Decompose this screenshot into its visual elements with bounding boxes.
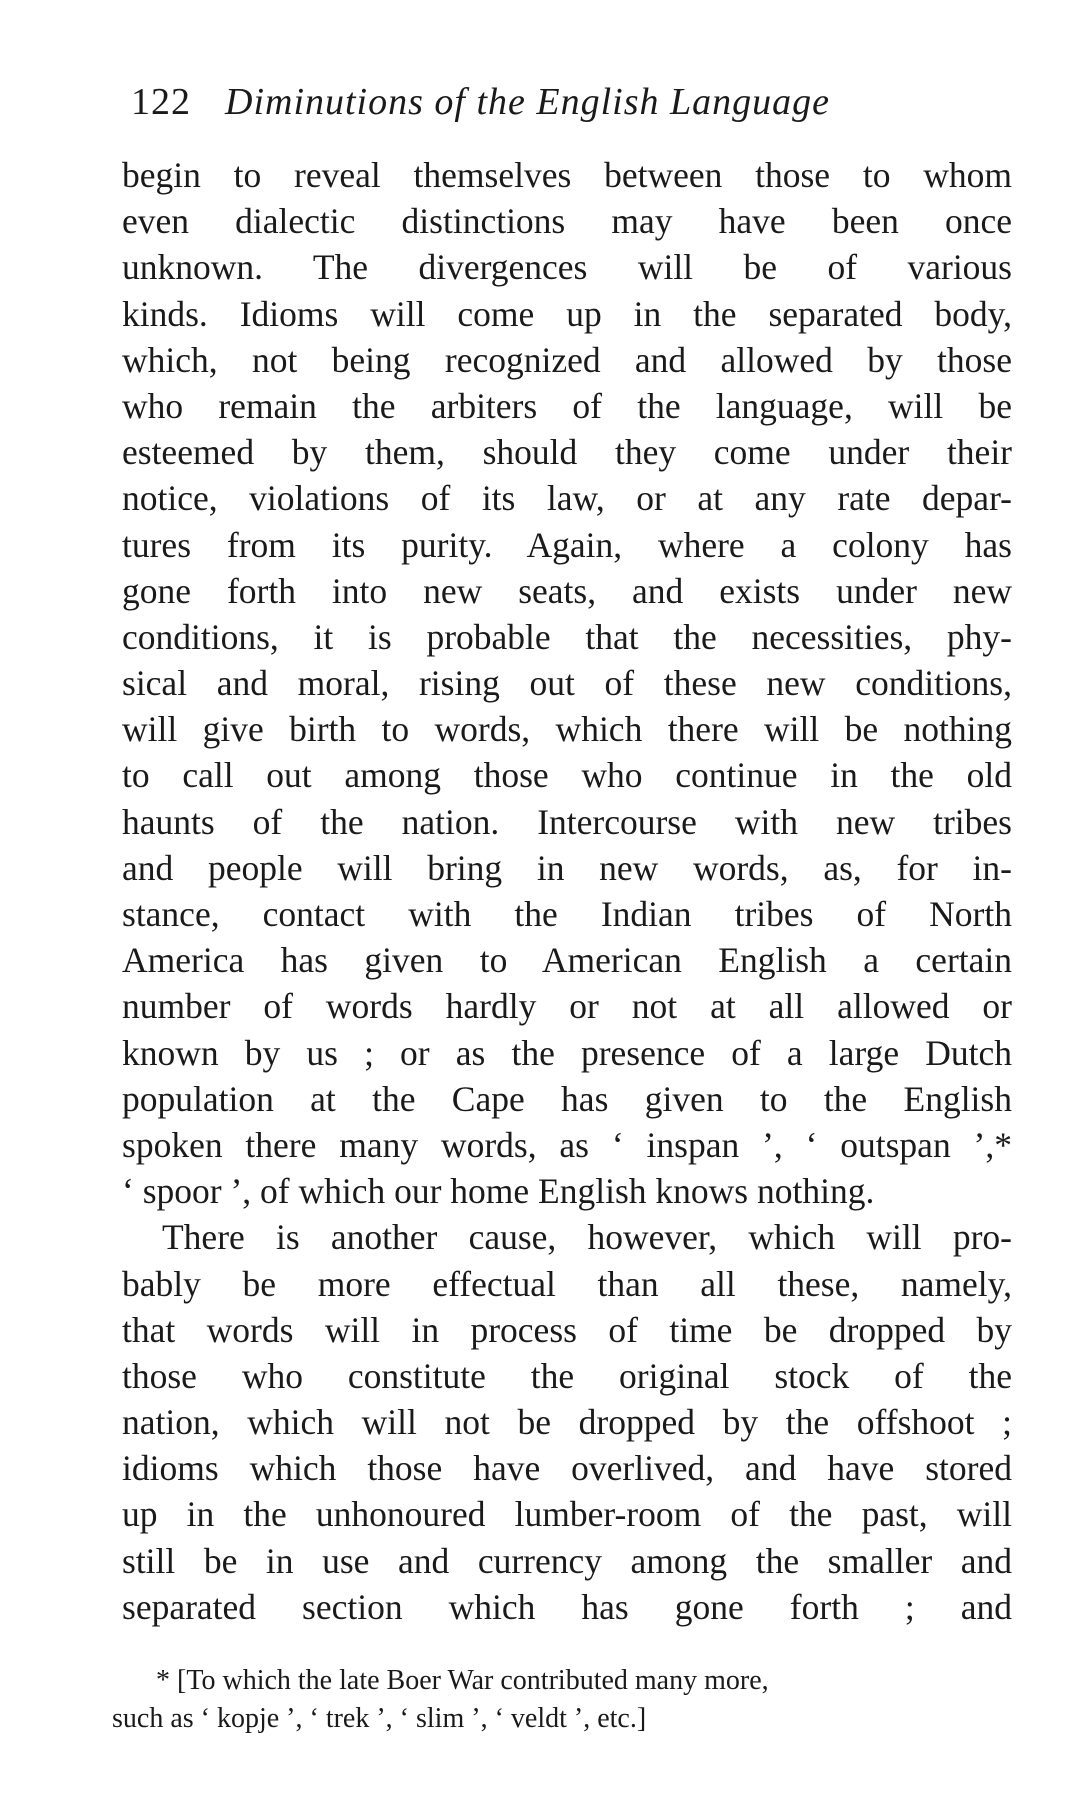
text-line: notice, violations of its law, or at any rate depar- bbox=[122, 478, 1012, 519]
text-line: esteemed by them, should they come under their bbox=[122, 432, 1012, 473]
text-line: number of words hardly or not at all allowed or bbox=[122, 986, 1012, 1027]
text-line: still be in use and currency among the smaller and bbox=[122, 1540, 1012, 1581]
text-line: haunts of the nation. Intercourse with new tribes bbox=[122, 801, 1012, 842]
text-line: known by us ; or as the presence of a large Dutch bbox=[122, 1032, 1012, 1073]
text-line: sical and moral, rising out of these new conditions, bbox=[122, 663, 1012, 704]
text-line: up in the unhonoured lumber-room of the past, will bbox=[122, 1494, 1012, 1535]
text-line: population at the Cape has given to the English bbox=[122, 1078, 1012, 1119]
text-line: to call out among those who continue in the old bbox=[122, 755, 1012, 796]
text-line: idioms which those have overlived, and have stored bbox=[122, 1448, 1012, 1489]
text-line: ‘ spoor ’, of which our home English knows nothing. bbox=[122, 1171, 875, 1212]
page-number: 122 bbox=[131, 81, 191, 123]
text-line: unknown. The divergences will be of various bbox=[122, 247, 1012, 288]
text-line: begin to reveal themselves between those to whom bbox=[122, 155, 1012, 195]
text-line: spoken there many words, as ‘ inspan ’, ‘ outspan ’,* bbox=[122, 1124, 1012, 1165]
text-line: and people will bring in new words, as, for in- bbox=[122, 847, 1012, 888]
text-line: those who constitute the original stock of the bbox=[122, 1355, 1012, 1396]
text-line: stance, contact with the Indian tribes of North bbox=[122, 894, 1012, 934]
footnote bbox=[112, 1662, 1012, 1738]
footnote-line: such as ‘ kopje ’, ‘ trek ’, ‘ slim ’, ‘ veldt ’, etc.] bbox=[112, 1703, 647, 1734]
text-line: will give birth to words, which there will be nothing bbox=[122, 709, 1012, 750]
running-title: Diminutions of the English Language bbox=[225, 81, 830, 123]
text-line: kinds. Idioms will come up in the separated body, bbox=[122, 293, 1012, 334]
text-line: separated section which has gone forth ; and bbox=[122, 1586, 1012, 1627]
text-line: bably be more effectual than all these, namely, bbox=[122, 1263, 1012, 1304]
text-line: who remain the arbiters of the language, will be bbox=[122, 385, 1012, 426]
text-line: tures from its purity. Again, where a colony has bbox=[122, 524, 1012, 565]
text-line: gone forth into new seats, and exists under new bbox=[122, 570, 1012, 611]
body-text bbox=[122, 152, 1012, 1630]
text-line: conditions, it is probable that the necessities, phy- bbox=[122, 616, 1012, 657]
text-line: nation, which will not be dropped by the offshoot ; bbox=[122, 1402, 1012, 1443]
running-head bbox=[131, 72, 981, 132]
text-line: which, not being recognized and allowed by those bbox=[122, 339, 1012, 380]
text-line: America has given to American English a certain bbox=[122, 940, 1012, 981]
footnote-line: * [To which the late Boer War contributed many more, bbox=[156, 1665, 769, 1696]
text-line: that words will in process of time be dropped by bbox=[122, 1309, 1012, 1350]
text-line: even dialectic distinctions may have been once bbox=[122, 201, 1012, 242]
text-line: There is another cause, however, which will pro- bbox=[162, 1217, 1012, 1258]
